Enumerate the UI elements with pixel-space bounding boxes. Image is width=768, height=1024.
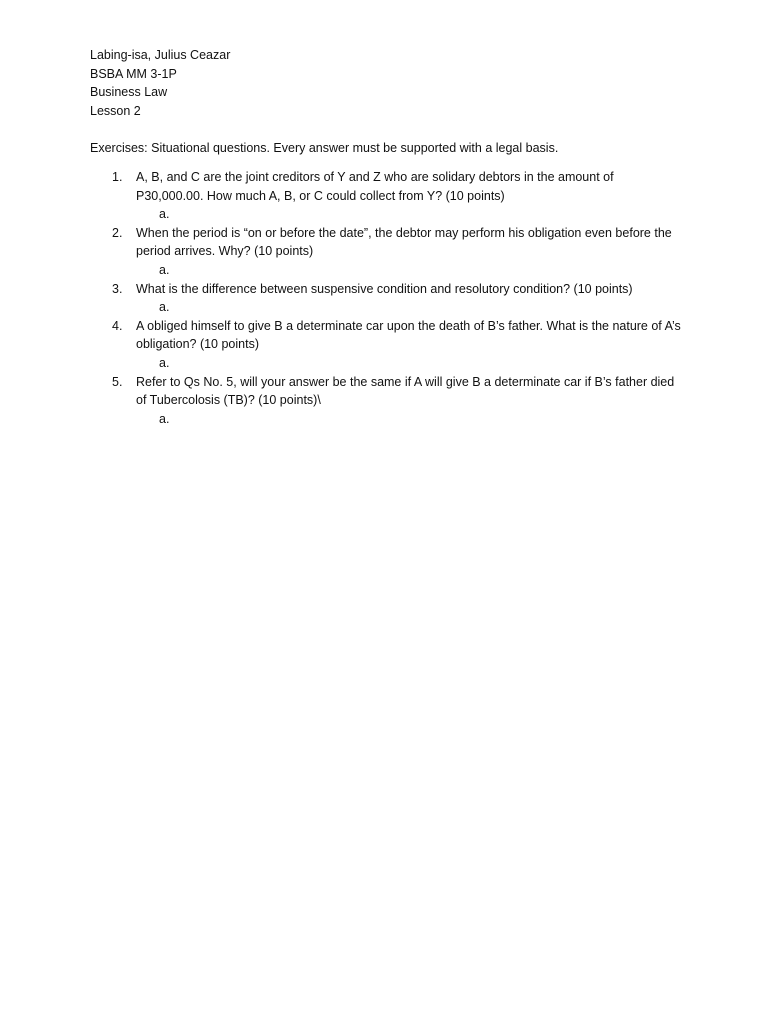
question-text: When the period is “on or before the date”, the debtor may perform his obligation even before the period arrives. Why? (10 points) [136,225,672,259]
question-item-4 [90,317,690,373]
lesson-label: Lesson 2 [90,103,141,118]
question-list [90,168,690,428]
question-number: 3. [112,281,123,296]
answer-label: a. [159,300,170,315]
subject-name: Business Law [90,85,168,100]
question-text: Refer to Qs No. 5, will your answer be the same if A will give B a determinate car if B’s father died of Tubercolosis (TB)? (10 points)\ [136,374,675,408]
answer-label: a. [159,355,170,370]
question-item-2 [90,224,690,280]
instructions-text: Exercises: Situational questions. Every answer must be supported with a legal basis. [90,141,559,156]
question-number: 1. [112,169,123,184]
question-number: 2. [112,225,123,240]
question-text: What is the difference between suspensive condition and resolutory condition? (10 points) [136,281,633,296]
answer-label: a. [159,411,170,426]
student-name: Labing-isa, Julius Ceazar [90,48,231,62]
question-number: 5. [112,374,123,389]
answer-label: a. [159,207,170,222]
question-text: A, B, and C are the joint creditors of Y and Z who are solidary debtors in the amount of P30,000.00. How much A, B, or C could collect from Y? (10 points) [136,169,614,203]
question-number: 4. [112,318,123,333]
question-item-3 [90,280,690,317]
document-content [90,46,690,441]
question-text: A obliged himself to give B a determinate car upon the death of B’s father. What is the nature of A’s obligation? (10 points) [136,318,681,352]
question-item-5 [90,373,690,429]
question-item-1 [90,168,690,224]
answer-label: a. [159,262,170,277]
header-block [90,46,690,120]
course-section: BSBA MM 3-1P [90,66,177,81]
